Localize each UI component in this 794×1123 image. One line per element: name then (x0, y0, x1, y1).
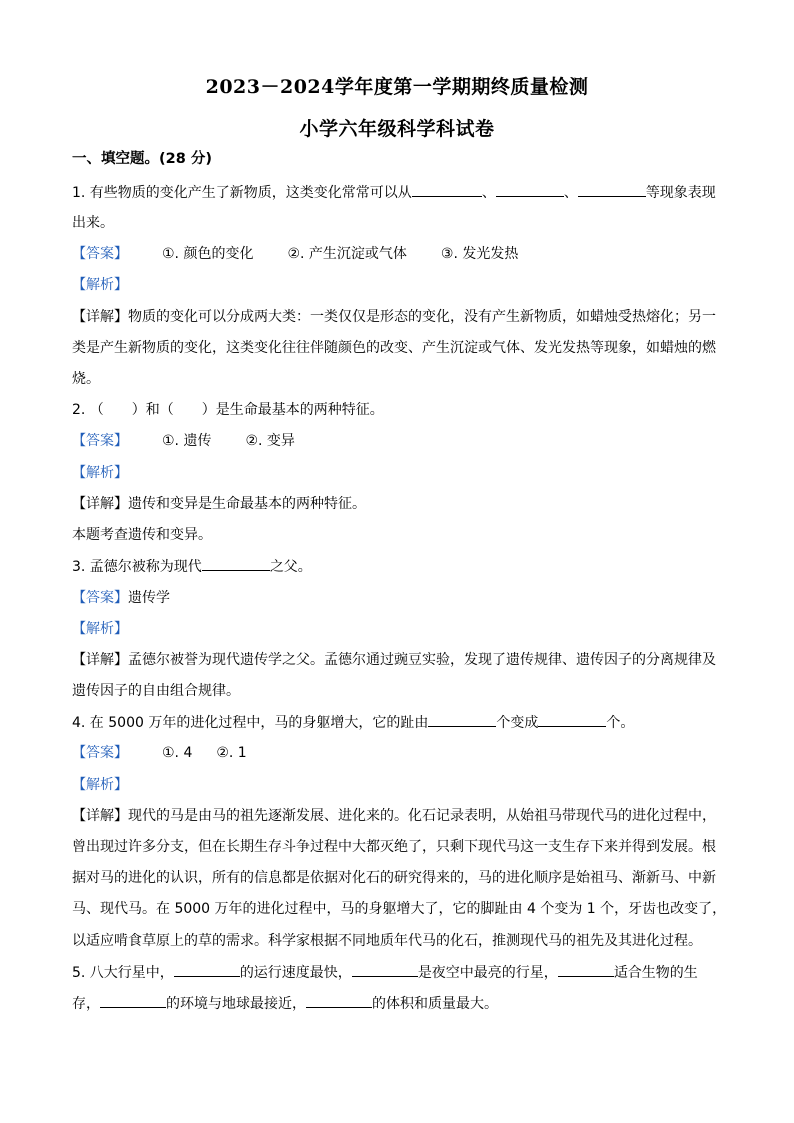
analysis-label: 【解析】 (72, 465, 128, 481)
q5-text-cont: 存， 的环境与地球最接近， 的体积和质量最大。 (72, 996, 498, 1012)
q4-detail-5: 以适应啃食草原上的草的需求。科学家根据不同地质年代马的化石，推测现代马的祖先及其进化过程。 (72, 933, 702, 949)
detail-label: 【详解】 (72, 808, 128, 824)
q4-text: 4. 在 5000 万年的进化过程中，马的身躯增大，它的趾由 个变成 个。 (72, 715, 635, 731)
exam-subtitle: 小学六年级科学科试卷 (299, 118, 495, 140)
q1-blank-3 (578, 183, 646, 197)
detail-label: 【详解】 (72, 309, 128, 325)
answer-label: 【答案】 (72, 590, 128, 606)
detail-label: 【详解】 (72, 652, 128, 668)
q3-blank (202, 557, 270, 571)
answer-label: 【答案】 (72, 246, 128, 262)
q1-blank-1 (412, 183, 482, 197)
exam-title: 2023－2024学年度第一学期期终质量检测 (205, 76, 589, 98)
q2-text: 2. （ ）和（ ）是生命最基本的两种特征。 (72, 402, 384, 418)
q2-answer: 【答案】 ①. 遗传 ②. 变异 (72, 433, 295, 449)
analysis-label: 【解析】 (72, 777, 128, 793)
answer-label: 【答案】 (72, 433, 128, 449)
analysis-label: 【解析】 (72, 621, 128, 637)
q2-detail-2: 本题考查遗传和变异。 (72, 527, 212, 543)
q2-detail: 【详解】遗传和变异是生命最基本的两种特征。 (72, 496, 366, 512)
q5-text: 5. 八大行星中， 的运行速度最快， 是夜空中最亮的行星， 适合生物的生 (72, 965, 698, 981)
analysis-label: 【解析】 (72, 277, 128, 293)
q1-answer: 【答案】 ①. 颜色的变化 ②. 产生沉淀或气体 ③. 发光发热 (72, 246, 519, 262)
detail-label: 【详解】 (72, 496, 128, 512)
q4-detail-4: 马、现代马。在 5000 万年的进化过程中，马的身躯增大了，它的脚趾由 4 个变为 1 个，牙齿也改变了， (72, 901, 727, 917)
q5-blank-4 (100, 994, 166, 1008)
q4-detail: 【详解】现代的马是由马的祖先逐渐发展、进化来的。化石记录表明，从始祖马带现代马的进化过程中， (72, 808, 716, 824)
q5-blank-2 (352, 963, 418, 977)
q1-text-cont: 出来。 (72, 215, 114, 231)
q1-detail-3: 烧。 (72, 371, 100, 387)
answer-label: 【答案】 (72, 745, 128, 761)
q5-blank-3 (558, 963, 614, 977)
q3-text: 3. 孟德尔被称为现代 之父。 (72, 559, 312, 575)
q1-blank-2 (496, 183, 564, 197)
q4-detail-2: 曾出现过许多分支，但在长期生存斗争过程中大都灭绝了，只剩下现代马这一支生存下来并得到发展。根 (72, 839, 716, 855)
q4-detail-3: 据对马的进化的认识，所有的信息都是依据对化石的研究得来的，马的进化顺序是始祖马、渐新马、中新 (72, 870, 716, 886)
section-heading: 一、填空题。(28 分) (72, 151, 212, 167)
q1-text: 1. 有些物质的变化产生了新物质，这类变化常常可以从 、 、 等现象表现 (72, 185, 716, 201)
q4-blank-2 (538, 713, 606, 727)
q3-detail: 【详解】孟德尔被誉为现代遗传学之父。孟德尔通过豌豆实验，发现了遗传规律、遗传因子的分离规律及 (72, 652, 716, 668)
q4-answer: 【答案】 ①. 4 ②. 1 (72, 745, 247, 761)
q3-detail-2: 遗传因子的自由组合规律。 (72, 683, 240, 699)
q1-detail-2: 类是产生新物质的变化，这类变化往往伴随颜色的改变、产生沉淀或气体、发光发热等现象，如蜡烛的燃 (72, 340, 716, 356)
q5-blank-5 (306, 994, 372, 1008)
q1-detail: 【详解】物质的变化可以分成两大类：一类仅仅是形态的变化，没有产生新物质，如蜡烛受热熔化；另一 (72, 309, 716, 325)
q4-blank-1 (428, 713, 496, 727)
q5-blank-1 (174, 963, 240, 977)
q3-answer: 【答案】遗传学 (72, 590, 170, 606)
